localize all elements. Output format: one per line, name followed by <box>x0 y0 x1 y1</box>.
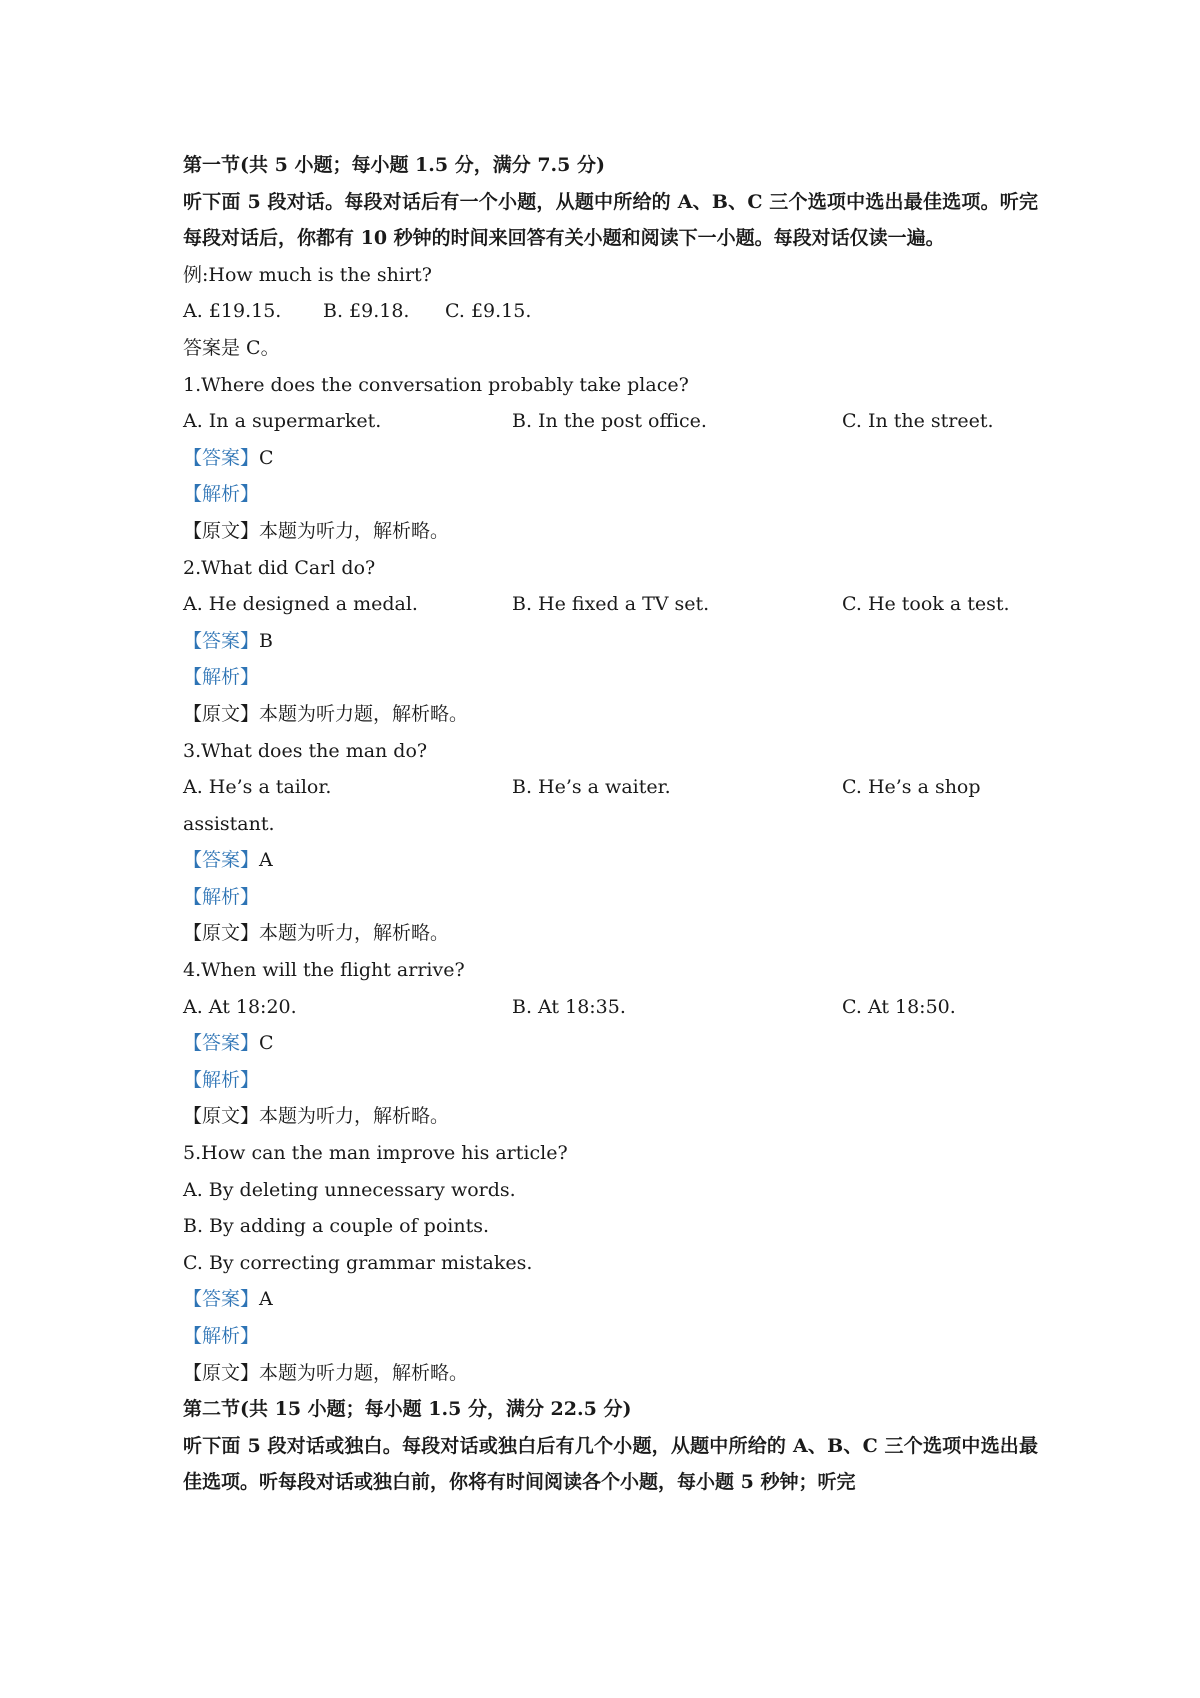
option-a: A. In a supermarket. <box>183 410 382 433</box>
option-c: C. At 18:50. <box>842 995 956 1018</box>
question-4-options <box>183 989 1038 1026</box>
option-b: B. By adding a couple of points. <box>183 1215 490 1238</box>
section2-heading: 第二节(共 15 小题；每小题 1.5 分，满分 22.5 分) <box>183 1398 632 1421</box>
answer-row <box>183 842 1038 879</box>
question-1-options <box>183 403 1038 440</box>
example-option-b: B. £9.18. <box>323 300 410 323</box>
original-row <box>183 696 1038 733</box>
answer-label: 【答案】 <box>183 1288 260 1311</box>
example-option-a: A. £19.15. <box>183 300 282 323</box>
question-3: 3.What does the man do? <box>183 739 428 762</box>
answer-value: B <box>259 629 273 652</box>
question-4: 4.When will the flight arrive? <box>183 959 465 982</box>
option-c: C. He took a test. <box>842 593 1010 616</box>
answer-value: A <box>259 1288 273 1311</box>
question-5: 5.How can the man improve his article? <box>183 1142 568 1165</box>
answer-row <box>183 440 1038 477</box>
analysis-label: 【解析】 <box>183 1068 260 1091</box>
option-b: B. He’s a waiter. <box>512 776 671 799</box>
answer-label: 【答案】 <box>183 446 260 469</box>
answer-row <box>183 1025 1038 1062</box>
original-text: 本题为听力题，解析略。 <box>259 702 469 725</box>
section1-heading: 第一节(共 5 小题；每小题 1.5 分，满分 7.5 分) <box>183 154 605 176</box>
original-text: 本题为听力，解析略。 <box>259 1105 450 1128</box>
original-text: 本题为听力，解析略。 <box>259 922 450 945</box>
example-option-c: C. £9.15. <box>445 300 532 323</box>
analysis-label: 【解析】 <box>183 483 260 506</box>
original-label: 【原文】 <box>183 1361 260 1384</box>
original-label: 【原文】 <box>183 1105 260 1128</box>
option-c: C. He’s a shop <box>842 776 981 799</box>
answer-value: A <box>259 849 273 872</box>
option-a: A. By deleting unnecessary words. <box>183 1178 516 1201</box>
option-a: A. At 18:20. <box>183 995 297 1018</box>
option-b: B. He fixed a TV set. <box>512 593 710 616</box>
document-page <box>183 147 1038 1501</box>
original-text: 本题为听力题，解析略。 <box>259 1361 469 1384</box>
analysis-label: 【解析】 <box>183 885 260 908</box>
option-c-continuation: assistant. <box>183 812 275 835</box>
section2-instructions: 听下面 5 段对话或独白。每段对话或独白后有几个小题，从题中所给的 A、B、C 三个选项中选出最佳选项。听每段对话或独白前，你将有时间阅读各个小题，每小题 5 秒钟；听完 <box>183 1434 1038 1494</box>
answer-row <box>183 1281 1038 1318</box>
answer-label: 【答案】 <box>183 629 260 652</box>
option-a: A. He designed a medal. <box>183 593 418 616</box>
option-c: C. In the street. <box>842 410 994 433</box>
option-c: C. By correcting grammar mistakes. <box>183 1251 533 1274</box>
example-answer: 答案是 C。 <box>183 336 280 359</box>
original-label: 【原文】 <box>183 519 260 542</box>
option-b: B. In the post office. <box>512 410 707 433</box>
example-options <box>183 293 1038 330</box>
answer-row <box>183 623 1038 660</box>
answer-label: 【答案】 <box>183 1032 260 1055</box>
example-question: 例:How much is the shirt? <box>183 263 432 286</box>
answer-value: C <box>259 446 274 469</box>
analysis-label: 【解析】 <box>183 1325 260 1347</box>
answer-label: 【答案】 <box>183 849 260 872</box>
question-3-options <box>183 769 1038 806</box>
answer-value: C <box>259 1032 274 1055</box>
analysis-label: 【解析】 <box>183 666 260 689</box>
option-b: B. At 18:35. <box>512 995 626 1018</box>
option-a: A. He’s a tailor. <box>183 776 332 799</box>
original-label: 【原文】 <box>183 922 260 945</box>
original-label: 【原文】 <box>183 702 260 725</box>
original-row <box>183 1098 1038 1135</box>
question-1: 1.Where does the conversation probably take place? <box>183 373 689 396</box>
question-2: 2.What did Carl do? <box>183 556 376 579</box>
section1-instructions: 听下面 5 段对话。每段对话后有一个小题，从题中所给的 A、B、C 三个选项中选出最佳选项。听完每段对话后，你都有 10 秒钟的时间来回答有关小题和阅读下一小题。每段对话仅读一遍。 <box>183 190 1038 250</box>
original-text: 本题为听力，解析略。 <box>259 519 450 542</box>
question-2-options <box>183 586 1038 623</box>
original-row <box>183 915 1038 952</box>
original-row <box>183 513 1038 550</box>
original-row <box>183 1355 1038 1392</box>
